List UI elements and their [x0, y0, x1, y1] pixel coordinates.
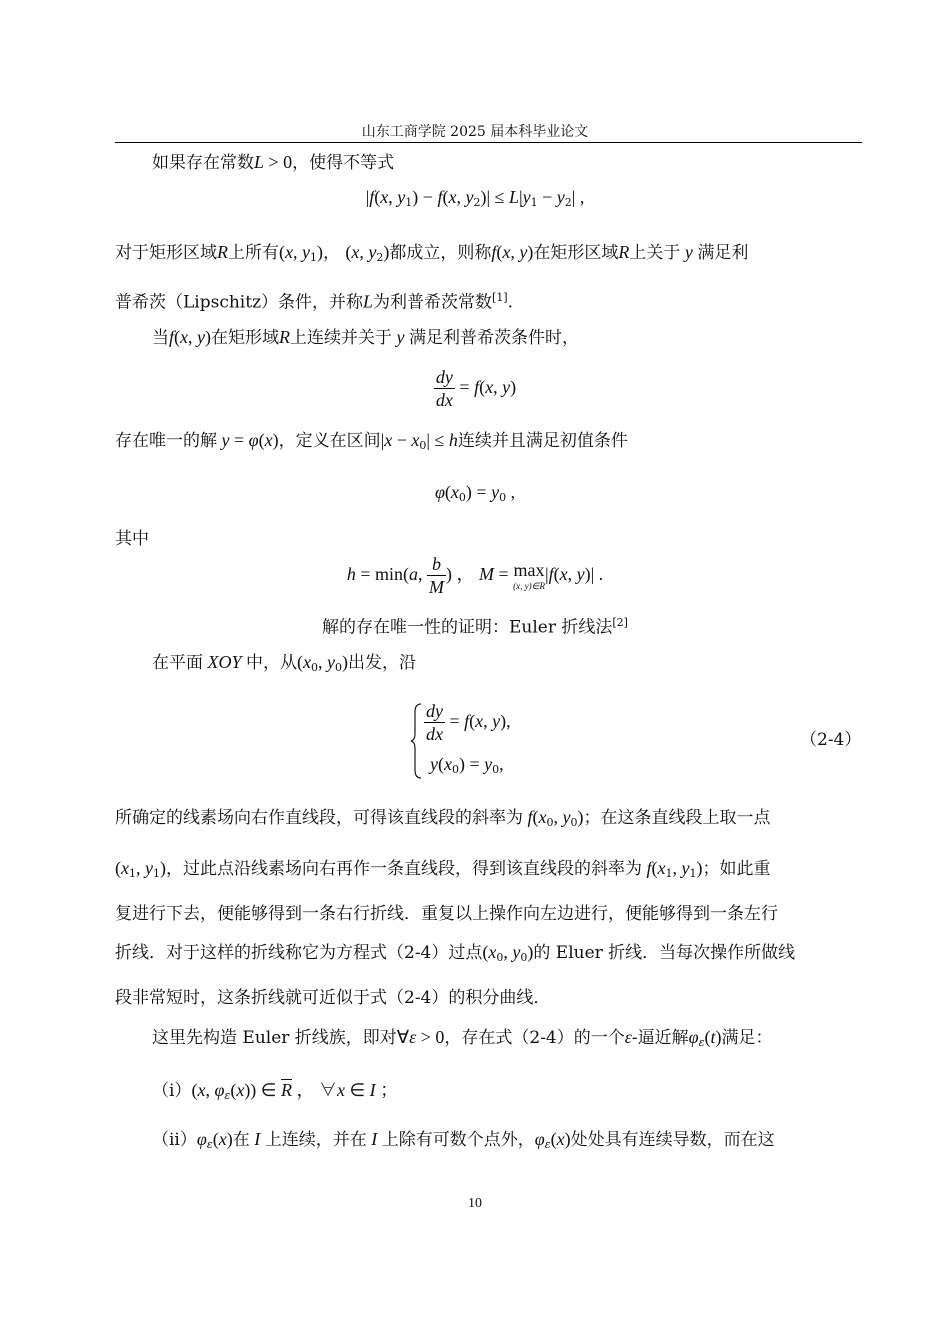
- paragraph-line: 对于矩形区域R上所有(x, $y_1$)， (x, $y_2$)都成立，则称f(x, y)在矩形区域R上关于 y 满足利: [115, 242, 749, 264]
- equation-initial: $\varphi(x_0) = y_0$ ,: [434, 482, 516, 504]
- paragraph-line: 段非常短时，这条折线就可近似于式（2-4）的积分曲线．: [115, 988, 551, 1008]
- paragraph-line: 折线．对于这样的折线称它为方程式（2-4）过点($x_0$, $y_0$)的 Eluer 折线．当每次操作所做线: [115, 942, 796, 964]
- paragraph-line: 复进行下去，便能够得到一条右行折线．重复以上操作向左边进行，便能够得到一条左行: [115, 904, 778, 924]
- list-item: （i）(x, $\varphi_\varepsilon(x)$) ∈ $\overline{R}$ ， ∀x ∈ I ；: [152, 1080, 399, 1102]
- math: L: [254, 152, 265, 172]
- paragraph-line: 所确定的线素场向右作直线段，可得该直线段的斜率为 $f(x_0$, $y_0$)；在这条直线段上取一点: [115, 807, 771, 829]
- paragraph-line: 普希茨（Lipschitz）条件，并称L为利普希茨常数[1].: [115, 291, 514, 313]
- equation-ode: $\frac{dy}{dx}$ = f(x, y): [435, 367, 517, 410]
- paragraph-line: ($x_1$, $y_1$)，过此点沿线素场向右再作一条直线段，得到该直线段的斜率为 $f(x_1$, $y_1$)；如此重: [115, 858, 771, 880]
- paragraph-line: 如果存在常数L > 0，使得不等式: [152, 152, 395, 173]
- brace-icon: [410, 702, 424, 780]
- equation-h-M: h = min(a, $\frac{b}{M}$ ) ， M = max (x, y)∈R |f(x, y)| .: [346, 554, 604, 597]
- equation-lipschitz: |f(x, $y_1) - f(x$, $y_2)| \le L|y_1 - y_2|$ ,: [365, 187, 585, 209]
- text: 如果存在常数: [152, 153, 254, 173]
- running-header: 山东工商学院 2025 届本科毕业论文: [361, 124, 589, 140]
- paragraph-line: 其中: [115, 529, 149, 549]
- list-item: $(ii)\varphi_\varepsilon(x)$在 I 上连续，并在 I 上除有可数个点外，$\varphi_\varepsilon(x)$处处具有连续导数，而在这: [152, 1129, 775, 1151]
- header-rule: [115, 142, 862, 143]
- paragraph-line: 在平面 XOY 中，从($x_0$, $y_0$)出发，沿: [152, 652, 417, 674]
- section-title: 解的存在唯一性的证明：Euler 折线法[2]: [322, 616, 628, 638]
- paragraph-line: 存在唯一的解 y = φ(x)，定义在区间$|x - x_0| \le h$连续并且满足初值条件: [115, 430, 628, 452]
- equation-number: （2-4）: [800, 730, 862, 750]
- paragraph-line: 当f(x, y)在矩形域R上连续并关于 y 满足利普希茨条件时，: [152, 327, 580, 348]
- page-number: 10: [468, 1196, 482, 1211]
- paragraph-line: 这里先构造 Euler 折线族，即对∀ε > 0，存在式（2-4）的一个ε-逼近解$\varphi_\varepsilon(t)$满足：: [152, 1027, 773, 1049]
- text: ，使得不等式: [292, 153, 395, 173]
